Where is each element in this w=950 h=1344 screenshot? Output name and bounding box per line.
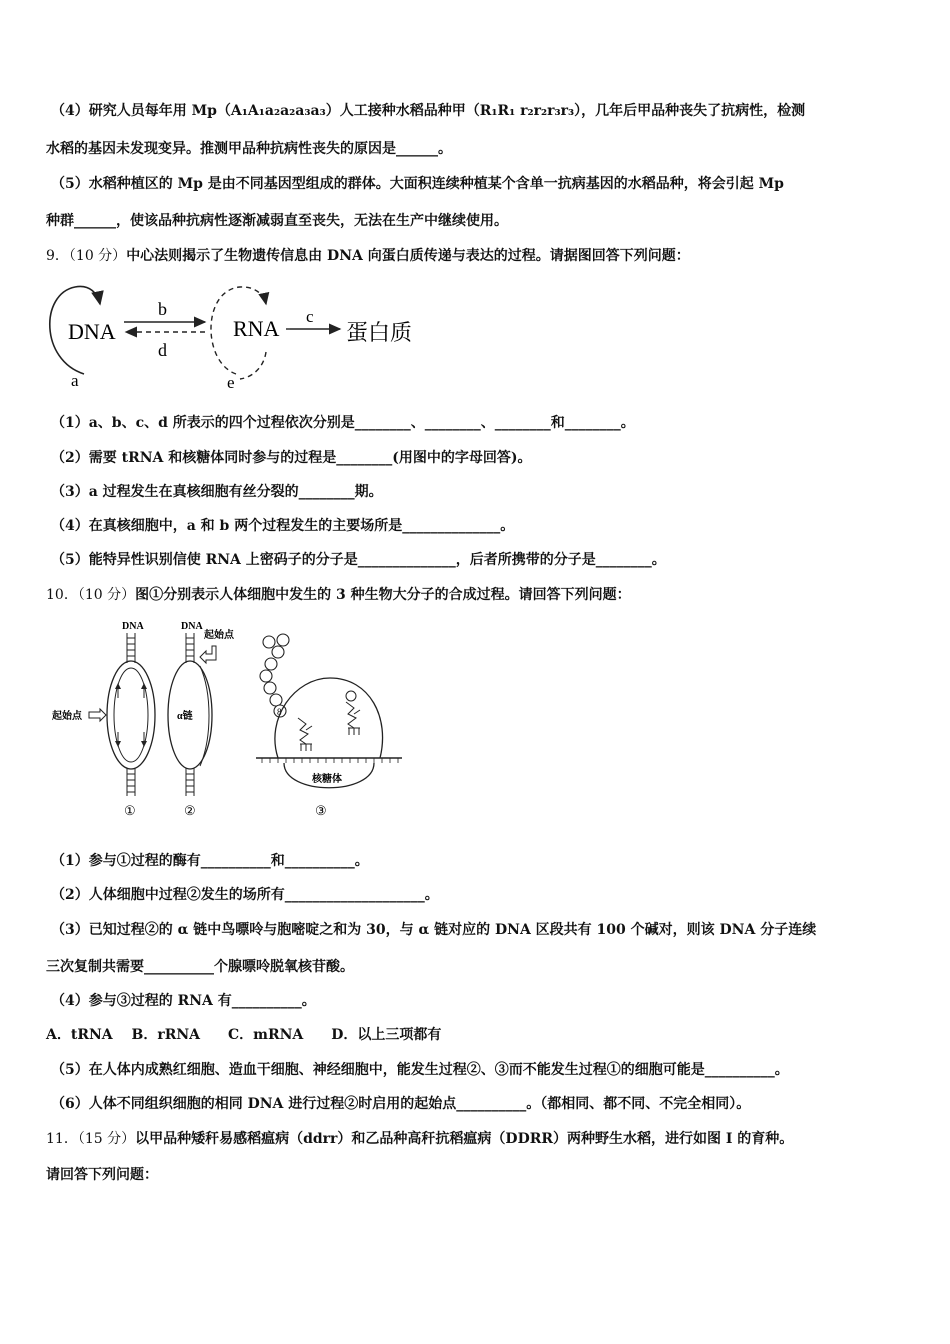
q9-sub1: （1）a、b、c、d 所表示的四个过程依次分别是________、________、________和________。	[51, 415, 635, 431]
dna-label: DNA	[68, 319, 116, 344]
q11-number: 11．	[46, 1131, 78, 1147]
fig2-ladder-top	[186, 633, 194, 663]
fig2-number: ②	[184, 803, 196, 818]
q10-options: A．tRNA B．rRNA C．mRNA D．以上三项都有	[46, 1027, 442, 1043]
q10-sub4: （4）参与③过程的 RNA 有__________。	[51, 993, 316, 1009]
process-d-label: d	[158, 340, 167, 360]
protein-label: 蛋白质	[346, 320, 413, 345]
q9-score: （10 分）	[68, 248, 127, 264]
fig2-origin-label: 起始点	[204, 630, 234, 641]
q9-stem	[46, 247, 690, 265]
fig1-dna-label: DNA	[122, 621, 144, 632]
fig3-mrna-ticks	[262, 758, 398, 763]
fig3-trna-1	[298, 718, 312, 751]
q10-score: （10 分）	[77, 587, 136, 603]
rna-label: RNA	[233, 316, 280, 341]
q10-sub6: （6）人体不同组织细胞的相同 DNA 进行过程②时启用的起始点__________。（都相同、都不同、不完全相同）。	[51, 1096, 751, 1112]
fig2-dna-label: DNA	[181, 621, 203, 632]
q10-number: 10．	[46, 587, 78, 603]
q9-stem-text: 中心法则揭示了生物遗传信息由 DNA 向蛋白质传递与表达的过程。请据图回答下列问题：	[126, 248, 690, 264]
q10-sub5: （5）在人体内成熟红细胞、造血干细胞、神经细胞中，能发生过程②、③而不能发生过程①的细胞可能是__________。	[51, 1062, 789, 1078]
fig3-peptide-chain	[260, 634, 289, 706]
q11-stem	[46, 1130, 793, 1148]
fig3-number: ③	[315, 803, 327, 818]
q10-stem	[46, 586, 631, 604]
synthesis-diagram	[50, 618, 410, 818]
q9-sub4: （4）在真核细胞中，a 和 b 两个过程发生的主要场所是______________。	[51, 518, 515, 534]
fig1-origin-arrow	[89, 709, 106, 721]
q11-stem-text: 以甲品种矮秆易感稻瘟病（ddrr）和乙品种高秆抗稻瘟病（DDRR）两种野生水稻，进行如图 I 的育种。	[135, 1131, 794, 1147]
q8-part5-line2: 种群______，使该品种抗病性逐渐减弱直至丧失，无法在生产中继续使用。	[46, 213, 508, 229]
q10-sub3-line1: （3）已知过程②的 α 链中鸟嘌呤与胞嘧啶之和为 30，与 α 链对应的 DNA 区段共有 100 个碱对，则该 DNA 分子连续	[51, 922, 817, 938]
fig3-trna-2	[346, 702, 360, 735]
q11-score: （15 分）	[77, 1131, 136, 1147]
q10-stem-text: 图①分别表示人体细胞中发生的 3 种生物大分子的合成过程。请回答下列问题：	[135, 587, 631, 603]
fig3-incoming-trna-aa	[346, 691, 356, 701]
fig3-amino-acid-8-label: 8	[277, 707, 282, 717]
fig1-ladder-top	[127, 633, 135, 663]
q10-sub1: （1）参与①过程的酶有__________和__________。	[51, 853, 369, 869]
fig3-ribosome-label: 核糖体	[312, 774, 342, 785]
fig1-origin-label: 起始点	[52, 711, 82, 722]
fig2-alpha-label: α链	[177, 711, 193, 722]
central-dogma-diagram	[40, 282, 440, 392]
q9-sub5: （5）能特异性识别信使 RNA 上密码子的分子是______________，后者所携带的分子是________。	[51, 552, 666, 568]
q9-number: 9．	[46, 248, 69, 264]
fig1-number: ①	[124, 803, 136, 818]
process-c-label: c	[306, 307, 314, 326]
q8-part4-line2: 水稻的基因未发现变异。推测甲品种抗病性丧失的原因是______。	[46, 141, 452, 157]
q8-part4-line1: （4）研究人员每年用 Mp（A₁A₁a₂a₂a₃a₃）人工接种水稻品种甲（R₁R₁ r₂r₂r₃r₃），几年后甲品种丧失了抗病性，检测	[51, 103, 806, 119]
process-e-label: e	[227, 373, 235, 392]
rna-loop-right-arc	[240, 352, 266, 379]
fig2-origin-arrow	[200, 646, 216, 663]
fig3-ribosome-large-subunit	[275, 678, 383, 758]
q10-sub3-line2: 三次复制共需要__________个腺嘌呤脱氧核苷酸。	[46, 959, 354, 975]
q10-sub2: （2）人体细胞中过程②发生的场所有____________________。	[51, 887, 439, 903]
q9-sub3: （3）a 过程发生在真核细胞有丝分裂的________期。	[51, 484, 383, 500]
q8-part5-line1: （5）水稻种植区的 Mp 是由不同基因型组成的群体。大面积连续种植某个含单一抗病基因的水稻品种，将会引起 Mp	[51, 176, 784, 192]
fig2-ladder-bottom	[186, 768, 194, 796]
fig1-ladder-bottom	[127, 768, 135, 796]
process-a-label: a	[71, 371, 79, 390]
q11-stem-line2: 请回答下列问题：	[46, 1167, 158, 1183]
q9-sub2: （2）需要 tRNA 和核糖体同时参与的过程是________(用图中的字母回答)。	[51, 450, 532, 466]
fig1-bubble-inner	[114, 668, 148, 762]
process-b-label: b	[158, 299, 167, 319]
